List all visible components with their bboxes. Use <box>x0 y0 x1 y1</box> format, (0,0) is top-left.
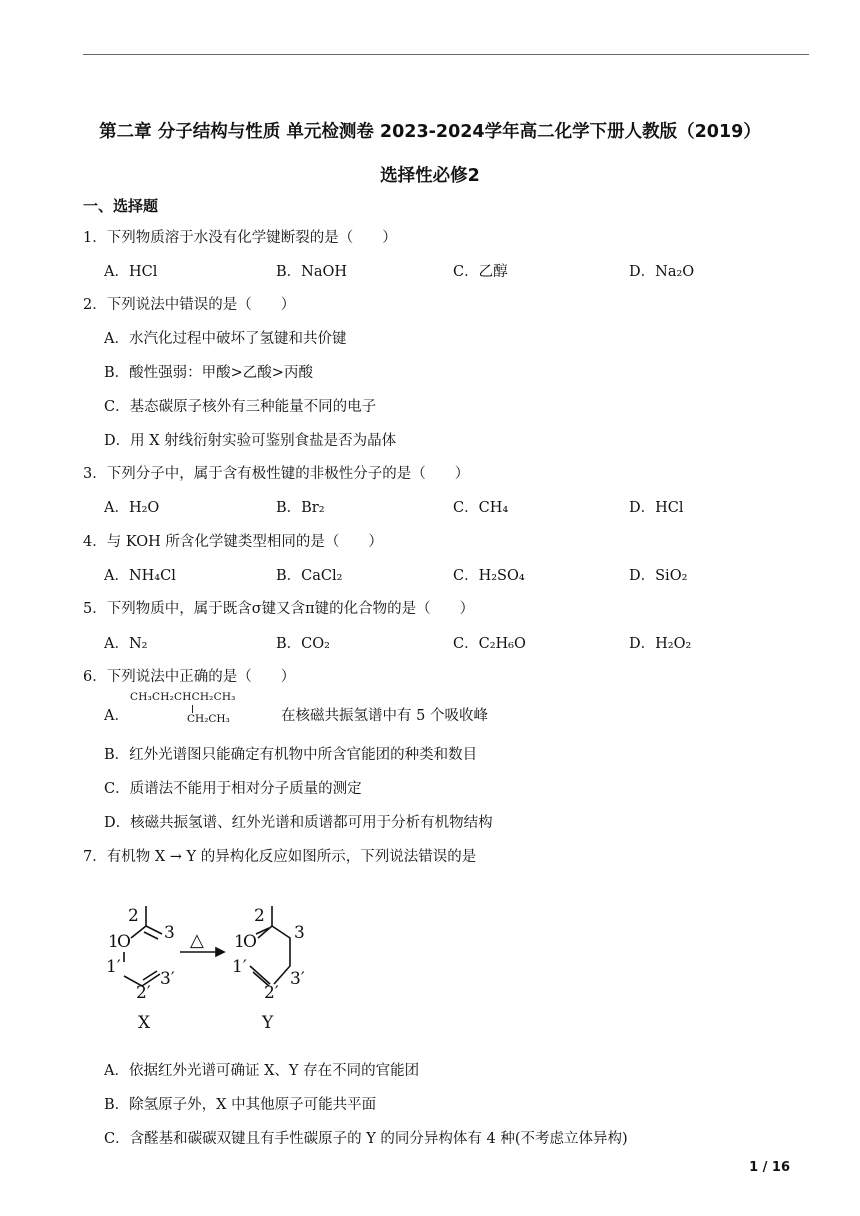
y-label-1: 1 <box>234 932 245 952</box>
question-4-stem: 4．与 KOH 所含化学键类型相同的是（ ） <box>83 534 383 550</box>
question-5-option-b: B．CO₂ <box>276 636 330 652</box>
question-1-option-c: C．乙醇 <box>453 264 508 280</box>
x-label-3: 3 <box>164 923 175 943</box>
question-7-option-a: A．依据红外光谱可确证 X、Y 存在不同的官能团 <box>104 1063 420 1079</box>
question-5-stem: 5．下列物质中，属于既含σ键又含π键的化合物的是（ ） <box>83 601 475 617</box>
y-label-3: 3 <box>294 923 305 943</box>
question-3-option-b: B．Br₂ <box>276 500 325 516</box>
question-1-stem: 1．下列物质溶于水没有化学键断裂的是（ ） <box>83 230 397 246</box>
question-4-option-c: C．H₂SO₄ <box>453 568 525 584</box>
x-bond-c2-c3-double <box>144 932 158 939</box>
question-4-option-b: B．CaCl₂ <box>276 568 343 584</box>
question-6-option-b: B．红外光谱图只能确定有机物中所含官能团的种类和数目 <box>104 747 478 763</box>
y-bond-c1p-c2p <box>250 966 270 984</box>
y-bond-c1p-c2p-double <box>253 972 269 986</box>
x-label-3p: 3′ <box>160 969 175 989</box>
question-5-option-d: D．H₂O₂ <box>629 636 692 652</box>
question-6-option-a-label: A． <box>104 708 129 724</box>
question-5-option-a: A．N₂ <box>104 636 148 652</box>
question-3-stem: 3．下列分子中，属于含有极性键的非极性分子的是（ ） <box>83 466 470 482</box>
molecule-y-label: Y <box>262 1013 274 1033</box>
x-label-1p: 1′ <box>106 957 121 977</box>
x-label-2p: 2′ <box>136 983 151 1003</box>
page-title: 第二章 分子结构与性质 单元检测卷 2023-2024学年高二化学下册人教版（2019） <box>99 122 761 142</box>
section-heading: 一、选择题 <box>83 197 159 215</box>
reaction-arrow-head <box>216 948 224 956</box>
heat-symbol: △ <box>190 930 204 951</box>
question-3-option-d: D．HCl <box>629 500 684 516</box>
x-label-2: 2 <box>128 906 139 926</box>
question-7-option-b: B．除氢原子外，X 中其他原子可能共平面 <box>104 1097 377 1113</box>
x-label-o: O <box>117 932 131 952</box>
y-label-3p: 3′ <box>290 969 305 989</box>
structure-branch-bond <box>192 705 193 713</box>
question-1-option-b: B．NaOH <box>276 264 348 280</box>
structure-branch: CH₂CH₃ <box>187 713 230 725</box>
question-6-option-d: D．核磁共振氢谱、红外光谱和质谱都可用于分析有机物结构 <box>104 815 493 831</box>
molecule-x-label: X <box>138 1013 151 1033</box>
question-6-option-c: C．质谱法不能用于相对分子质量的测定 <box>104 781 362 797</box>
question-1-option-a: A．HCl <box>104 264 158 280</box>
question-3-option-c: C．CH₄ <box>453 500 509 516</box>
question-6-stem: 6．下列说法中正确的是（ ） <box>83 669 296 685</box>
question-4-option-d: D．SiO₂ <box>629 568 688 584</box>
header-rule <box>83 54 809 55</box>
question-7-stem: 7．有机物 X → Y 的异构化反应如图所示，下列说法错误的是 <box>83 849 477 865</box>
question-7-option-c: C．含醛基和碳碳双键且有手性碳原子的 Y 的同分异构体有 4 种(不考虑立体异构) <box>104 1131 628 1147</box>
x-label-1: 1 <box>108 932 119 952</box>
x-bond-c2-c3 <box>146 926 162 934</box>
y-label-o: O <box>243 932 257 952</box>
x-bond-chain-double <box>143 971 157 980</box>
question-2-stem: 2．下列说法中错误的是（ ） <box>83 297 296 313</box>
y-label-2p: 2′ <box>264 983 279 1003</box>
question-1-option-d: D．Na₂O <box>629 264 695 280</box>
question-2-option-c: C．基态碳原子核外有三种能量不同的电子 <box>104 399 377 415</box>
y-bond-ring <box>272 926 290 984</box>
question-2-option-b: B．酸性强弱：甲酸>乙酸>丙酸 <box>104 365 313 381</box>
page-number: 1 / 16 <box>749 1160 790 1175</box>
question-4-option-a: A．NH₄Cl <box>104 568 176 584</box>
structure-main-chain: CH₃CH₂CHCH₂CH₃ <box>130 691 236 703</box>
question-6-structure-formula <box>130 691 280 731</box>
isomerization-reaction-figure <box>98 896 338 1036</box>
question-2-option-a: A．水汽化过程中破坏了氢键和共价键 <box>104 331 347 347</box>
question-6-option-a-text: 在核磁共振氢谱中有 5 个吸收峰 <box>281 708 488 724</box>
y-label-1p: 1′ <box>232 957 247 977</box>
page-subtitle: 选择性必修2 <box>380 166 480 186</box>
question-2-option-d: D．用 X 射线衍射实验可鉴别食盐是否为晶体 <box>104 433 397 449</box>
y-label-2: 2 <box>254 906 265 926</box>
question-3-option-a: A．H₂O <box>104 500 160 516</box>
question-5-option-c: C．C₂H₆O <box>453 636 526 652</box>
